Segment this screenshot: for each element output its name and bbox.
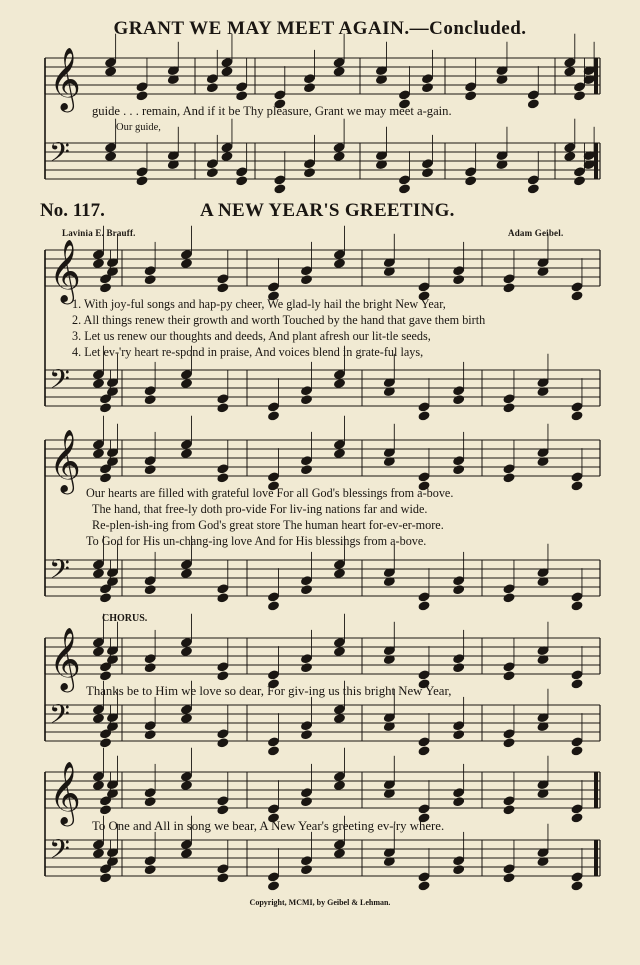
note-head <box>502 592 515 603</box>
note-head <box>92 780 105 791</box>
note-head <box>570 410 583 421</box>
note-head <box>303 167 316 178</box>
note-head <box>144 274 157 285</box>
verse-1-line-1: 1. With joy-ful songs and hap-py cheer, We glad-ly hail the bright New Year, <box>72 297 446 311</box>
note-head <box>144 662 157 673</box>
note-head <box>99 472 112 483</box>
note-head <box>300 584 313 595</box>
hymn-number: No. 117. <box>40 200 105 221</box>
words-credit: Lavinia E. Brauff. <box>62 228 136 238</box>
note-head <box>300 464 313 475</box>
note-head <box>452 729 465 740</box>
note-head <box>144 796 157 807</box>
note-head <box>333 713 346 724</box>
note-head <box>452 274 465 285</box>
note-head <box>220 66 233 77</box>
note-head <box>333 568 346 579</box>
note-head <box>333 66 346 77</box>
hymn-title: A NEW YEAR'S GREETING. <box>200 200 455 221</box>
note-head <box>180 378 193 389</box>
note-head <box>92 713 105 724</box>
note-head <box>180 713 193 724</box>
note-head <box>216 804 229 815</box>
note-head <box>573 90 586 101</box>
note-head <box>104 66 117 77</box>
note-head <box>398 183 411 194</box>
note-head <box>563 151 576 162</box>
note-head <box>206 167 219 178</box>
note-head <box>267 745 280 756</box>
note-head <box>452 584 465 595</box>
note-head <box>570 745 583 756</box>
note-head <box>417 600 430 611</box>
verse-2-line-2: The hand, that free-ly doth pro-vide For liv-ing nations far and wide. <box>92 502 428 516</box>
note-head <box>421 82 434 93</box>
note-head <box>570 880 583 891</box>
chorus-line-2: To One and All in song we bear, A New Year's greeting ev-'ry where. <box>92 819 445 833</box>
note-head <box>300 394 313 405</box>
final-barline <box>594 143 598 179</box>
note-head <box>273 183 286 194</box>
note-head <box>206 82 219 93</box>
note-head <box>303 82 316 93</box>
music-credit: Adam Geibel. <box>508 228 564 238</box>
final-barline <box>594 840 598 876</box>
bass-clef-icon: 𝄢 <box>49 698 70 737</box>
note-head <box>104 151 117 162</box>
note-head <box>99 670 112 681</box>
note-head <box>216 282 229 293</box>
note-head <box>570 678 583 689</box>
verse-1-line-2: Our hearts are filled with grateful love For all God's blessings from a-bove. <box>86 486 454 500</box>
note-head <box>417 880 430 891</box>
note-head <box>144 864 157 875</box>
final-barline <box>594 772 598 808</box>
note-head <box>144 729 157 740</box>
note-head <box>333 848 346 859</box>
note-head <box>300 864 313 875</box>
note-head <box>267 410 280 421</box>
verse-4-line-2: To God for His un-chang-ing love And for His blessings from a-bove. <box>86 534 427 548</box>
treble-clef-icon: 𝄞 <box>49 761 81 824</box>
note-head <box>92 848 105 859</box>
note-head <box>99 804 112 815</box>
note-head <box>216 670 229 681</box>
note-head <box>464 175 477 186</box>
note-head <box>92 378 105 389</box>
note-head <box>502 402 515 413</box>
note-head <box>267 600 280 611</box>
verse-3-line-2: Re-plen-ish-ing from God's great store The human heart for-ev-er-more. <box>92 518 444 532</box>
concluded-sub-lyric: Our guide, <box>116 122 161 133</box>
treble-clef-icon: 𝄞 <box>49 47 81 110</box>
note-head <box>216 402 229 413</box>
note-head <box>180 448 193 459</box>
note-head <box>502 472 515 483</box>
copyright-notice: Copyright, MCMI, by Geibel & Lehman. <box>249 898 391 907</box>
note-head <box>333 448 346 459</box>
note-head <box>216 737 229 748</box>
note-head <box>92 646 105 657</box>
treble-clef-icon: 𝄞 <box>49 429 81 492</box>
note-head <box>502 872 515 883</box>
note-head <box>144 584 157 595</box>
note-head <box>300 274 313 285</box>
note-head <box>502 282 515 293</box>
note-head <box>216 872 229 883</box>
note-head <box>333 151 346 162</box>
note-head <box>235 90 248 101</box>
note-head <box>421 167 434 178</box>
note-head <box>135 175 148 186</box>
bass-clef-icon: 𝄢 <box>49 363 70 402</box>
note-head <box>300 796 313 807</box>
bass-clef-icon: 𝄢 <box>49 136 70 175</box>
note-head <box>99 402 112 413</box>
note-head <box>452 662 465 673</box>
note-head <box>570 480 583 491</box>
treble-clef-icon: 𝄞 <box>49 239 81 302</box>
note-head <box>333 780 346 791</box>
note-head <box>300 662 313 673</box>
note-head <box>180 646 193 657</box>
note-head <box>92 568 105 579</box>
note-head <box>527 98 540 109</box>
note-head <box>216 472 229 483</box>
note-head <box>220 151 233 162</box>
note-head <box>502 670 515 681</box>
note-head <box>144 464 157 475</box>
note-head <box>452 394 465 405</box>
note-head <box>99 737 112 748</box>
note-head <box>180 848 193 859</box>
bass-clef-icon: 𝄢 <box>49 553 70 592</box>
note-head <box>92 258 105 269</box>
final-barline <box>594 58 598 94</box>
note-head <box>333 646 346 657</box>
note-head <box>99 282 112 293</box>
note-head <box>417 410 430 421</box>
note-head <box>235 175 248 186</box>
note-head <box>570 290 583 301</box>
note-head <box>570 812 583 823</box>
note-head <box>527 183 540 194</box>
note-head <box>300 729 313 740</box>
note-head <box>573 175 586 186</box>
chorus-line-1: Thanks be to Him we love so dear, For giv-ing us this bright New Year, <box>86 684 452 698</box>
chorus-label: CHORUS. <box>102 613 148 624</box>
note-head <box>333 378 346 389</box>
concluded-lyric: guide . . . remain, And if it be Thy pleasure, Grant we may meet a-gain. <box>92 104 452 118</box>
note-head <box>464 90 477 101</box>
note-head <box>417 745 430 756</box>
note-head <box>267 880 280 891</box>
note-head <box>92 448 105 459</box>
bass-clef-icon: 𝄢 <box>49 833 70 872</box>
verse-4-line-1: 4. Let ev-'ry heart re-spond in praise, And voices blend in grate-ful lays, <box>72 345 424 359</box>
note-head <box>502 737 515 748</box>
note-head <box>452 796 465 807</box>
treble-clef-icon: 𝄞 <box>49 627 81 690</box>
verse-3-line-1: 3. Let us renew our thoughts and deeds, And plant afresh our lit-tle seeds, <box>72 329 431 343</box>
concluded-title: GRANT WE MAY MEET AGAIN.—Concluded. <box>113 18 527 39</box>
note-head <box>180 258 193 269</box>
note-head <box>563 66 576 77</box>
note-head <box>99 872 112 883</box>
note-head <box>135 90 148 101</box>
verse-2-line-1: 2. All things renew their growth and worth Touched by the hand that gave them birth <box>72 313 486 327</box>
note-head <box>216 592 229 603</box>
note-head <box>180 780 193 791</box>
note-head <box>502 804 515 815</box>
note-head <box>452 464 465 475</box>
note-head <box>570 600 583 611</box>
note-head <box>144 394 157 405</box>
note-head <box>99 592 112 603</box>
note-head <box>452 864 465 875</box>
note-head <box>333 258 346 269</box>
note-head <box>180 568 193 579</box>
